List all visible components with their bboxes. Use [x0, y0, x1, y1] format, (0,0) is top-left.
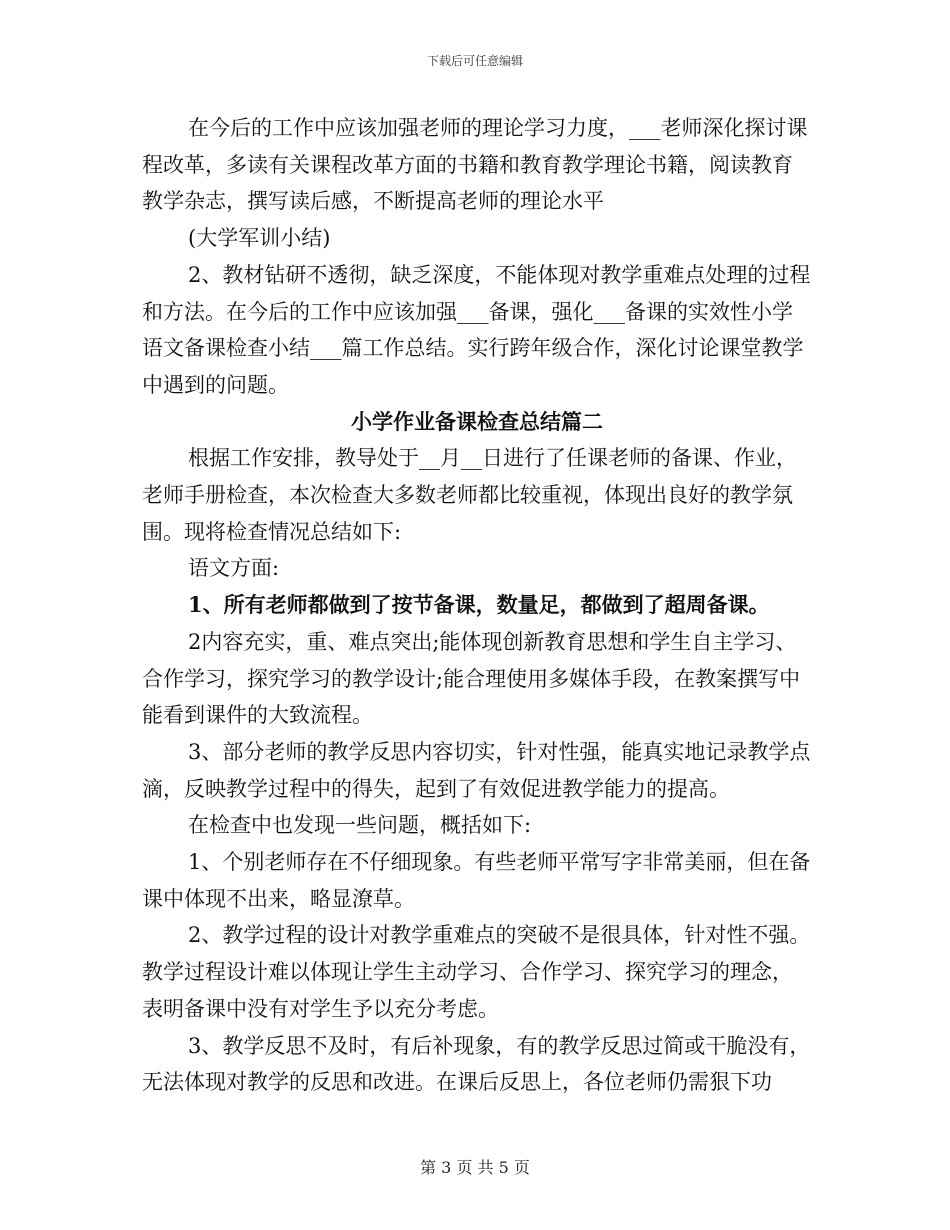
section-title: 小学作业备课检查总结篇二: [351, 408, 603, 434]
page-header: 下载后可任意编辑: [426, 54, 523, 68]
paragraph-problem-design: 2、教学过程的设计对教学重难点的突破不是很具体，针对性不强。教学过程设计难以体现让学生主动学习、合作学习、探究学习的理念，表明备课中没有对学生予以充分考虑。: [142, 923, 811, 1021]
paragraph-work-arrangement: 根据工作安排，教导处于__月__日进行了任课老师的备课、作业，老师手册检查，本次检查大多数老师都比较重视，体现出良好的教学氛围。现将检查情况总结如下:: [142, 446, 797, 544]
paragraph-problem-reflection: 3、教学反思不及时，有后补现象，有的教学反思过简或干脆没有，无法体现对教学的反思和改进。在课后反思上，各位老师仍需狠下功: [142, 1033, 811, 1095]
paragraph-lesson-prep-highlight: 1、所有老师都做到了按节备课，数量足，都做到了超周备课。: [188, 592, 770, 618]
page-number: 第 3 页 共 5 页: [420, 1158, 530, 1177]
paragraph-reflection-good: 3、部分老师的教学反思内容切实，针对性强，能真实地记录教学点滴，反映教学过程中的得失，起到了有效促进教学能力的提高。: [142, 739, 811, 801]
paragraph-theory-study: 在今后的工作中应该加强老师的理论学习力度，___老师深化探讨课程改革，多读有关课程改革方面的书籍和教育教学理论书籍，阅读教育教学杂志，撰写读后感，不断提高老师的理论水平: [142, 116, 808, 214]
paragraph-military-training-note: (大学军训小结): [188, 226, 331, 251]
paragraph-content-rich: 2内容充实，重、难点突出;能体现创新教育思想和学生自主学习、合作学习，探究学习的教学设计;能合理使用多媒体手段，在教案撰写中能看到课件的大致流程。: [142, 629, 801, 728]
paragraph-chinese-aspect: 语文方面:: [188, 556, 280, 581]
document-body: [142, 110, 812, 1101]
paragraph-problem-careless: 1、个别老师存在不仔细现象。有些老师平常写字非常美丽，但在备课中体现不出来，略显潦草。: [142, 850, 811, 911]
paragraph-textbook-study: 2、教材钻研不透彻，缺乏深度，不能体现对教学重难点处理的过程和方法。在今后的工作中应该加强___备课，强化___备课的实效性小学语文备课检查小结___篇工作总结。实行跨年级合作，深化讨论课堂教学中遇到的问题。: [142, 262, 811, 397]
paragraph-problems-intro: 在检查中也发现一些问题，概括如下:: [188, 813, 532, 838]
